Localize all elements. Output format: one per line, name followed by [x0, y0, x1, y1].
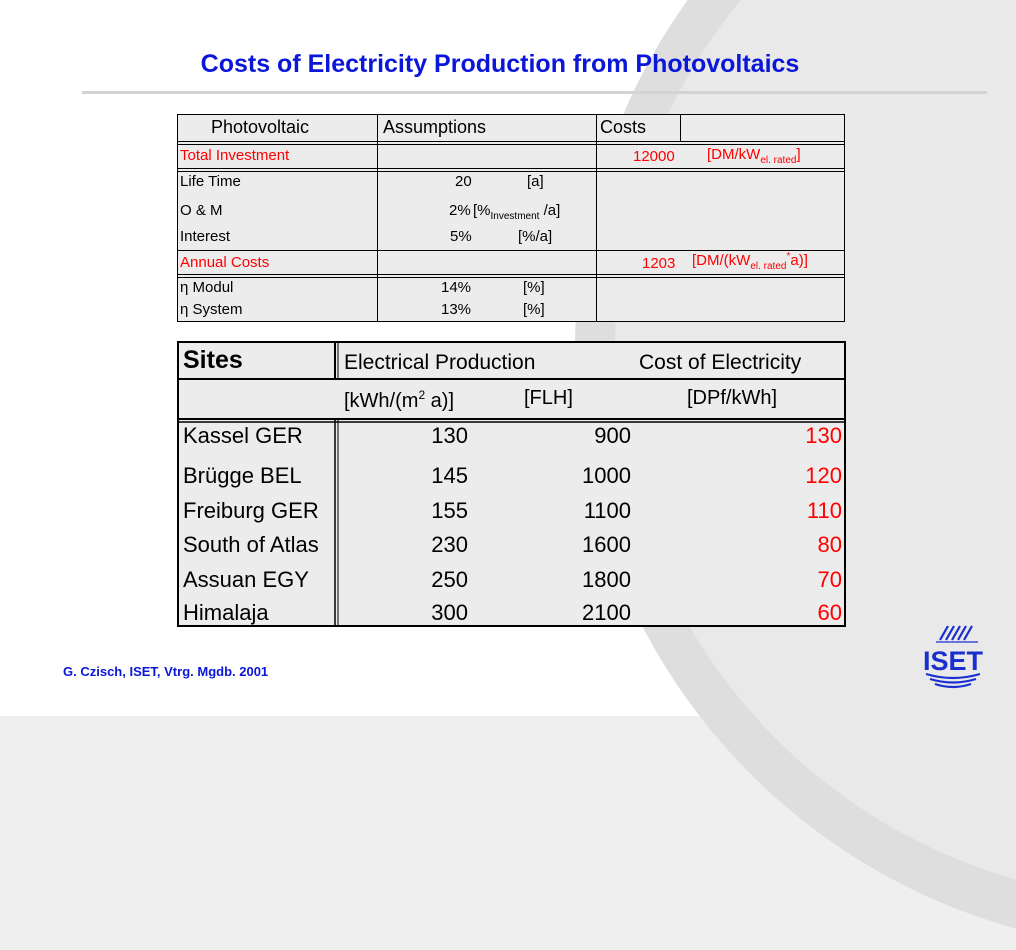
site-kwh-per-m2: 250: [431, 567, 468, 592]
om-value: 2%: [449, 202, 471, 219]
site-flh: 1600: [582, 532, 631, 557]
annual-costs-label: Annual Costs: [180, 254, 270, 271]
eta-modul-label: η Modul: [180, 279, 234, 296]
om-unit: [$\%_{Investment}$ /a]: [473, 202, 561, 222]
site-name: Kassel GER: [183, 423, 303, 448]
iset-logo: [918, 622, 988, 694]
site-flh: 1800: [582, 567, 631, 592]
site-cost: 70: [817, 567, 842, 592]
assumptions-table: [177, 114, 845, 322]
eta-modul-value: 14%: [441, 279, 472, 296]
unit-cost: [DPf/kWh]: [687, 387, 778, 409]
site-cost: 80: [817, 532, 842, 557]
iset-logo-graphic: [918, 622, 988, 694]
interest-value: 5%: [450, 228, 472, 245]
interest-unit: [%/a]: [518, 228, 553, 245]
site-flh: 1000: [582, 463, 631, 488]
site-flh: 2100: [582, 600, 631, 625]
eta-system-label: η System: [180, 301, 243, 318]
title-divider: [82, 91, 987, 94]
eta-system-unit: [%]: [523, 301, 545, 318]
header-cost: Cost of Electricity: [639, 351, 802, 374]
site-name: Assuan EGY: [183, 567, 309, 592]
total-investment-unit: $[DM/kW_{el. rated}]$: [707, 146, 801, 166]
interest-label: Interest: [180, 228, 231, 245]
site-cost: 60: [817, 600, 842, 625]
site-name: Himalaja: [183, 600, 269, 625]
header-costs: Costs: [600, 117, 647, 137]
unit-kwh: [$kWh/(m^2$ a)]: [344, 388, 455, 412]
eta-system-value: 13%: [441, 301, 472, 318]
header-assumptions: Assumptions: [383, 117, 487, 137]
svg-text:ISET: ISET: [922, 646, 984, 676]
total-investment-value: 12000: [633, 148, 675, 165]
annual-costs-value: 1203: [642, 255, 676, 272]
header-photovoltaic: Photovoltaic: [211, 117, 310, 137]
site-kwh-per-m2: 230: [431, 532, 468, 557]
annual-costs-unit: $[DM/(kW_{el. rated}^*a)]$: [692, 251, 808, 272]
om-label: O & M: [180, 202, 223, 219]
site-kwh-per-m2: 300: [431, 600, 468, 625]
eta-modul-unit: [%]: [523, 279, 545, 296]
life-time-value: 20: [455, 173, 472, 190]
life-time-label: Life Time: [180, 173, 241, 190]
site-name: South of Atlas: [183, 532, 319, 557]
site-kwh-per-m2: 130: [431, 423, 468, 448]
site-name: Freiburg GER: [183, 498, 319, 523]
site-cost: 110: [806, 498, 842, 523]
slide-title: Costs of Electricity Production from Photovoltaics: [200, 50, 800, 78]
header-sites: Sites: [183, 346, 243, 374]
sites-table: [177, 341, 846, 627]
site-flh: 900: [594, 423, 631, 448]
site-kwh-per-m2: 155: [431, 498, 468, 523]
site-flh: 1100: [583, 498, 631, 523]
footer-credit: G. Czisch, ISET, Vtrg. Mgdb. 2001: [63, 664, 269, 679]
site-name: Brügge BEL: [183, 463, 302, 488]
site-cost: 120: [805, 463, 842, 488]
life-time-unit: [a]: [527, 173, 544, 190]
total-investment-label: Total Investment: [180, 147, 290, 164]
unit-flh: [FLH]: [524, 387, 573, 409]
site-kwh-per-m2: 145: [431, 463, 468, 488]
site-cost: 130: [805, 423, 842, 448]
header-production: Electrical Production: [344, 351, 536, 374]
